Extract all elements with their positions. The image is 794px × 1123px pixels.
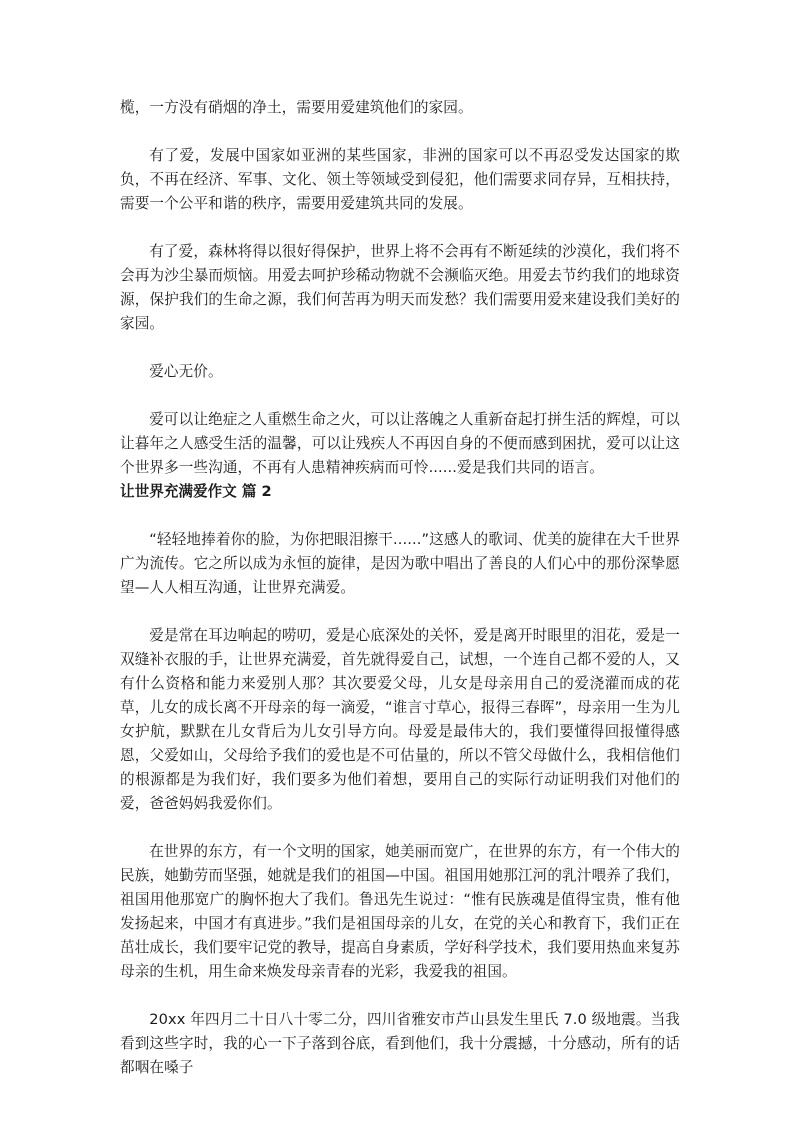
paragraph-love-priceless: 爱心无价。 — [149, 363, 223, 380]
paragraph-earthquake: 20xx 年四月二十日八十零二分，四川省雅安市芦山县发生里氏 7.0 级地震。当我看到这些字时，我的心一下子落到谷底，看到他们，我十分震撼，十分感动，所有的话都咽在嗓子 — [120, 1011, 680, 1076]
paragraph-forests: 有了爱，森林将得以很好得保护，世界上将不会再有不断延续的沙漠化，我们将不会再为沙尘暴而烦恼。用爱去呵护珍稀动物就不会濒临灭绝。用爱去节约我们的地球资源，保护我们的生命之源，我们何苦再为明天而发愁？我们需要用爱来建设我们美好的家园。 — [120, 243, 680, 332]
paragraph-love-can: 爱可以让绝症之人重燃生命之火，可以让落魄之人重新奋起打拼生活的辉煌，可以让暮年之人感受生活的温馨，可以让残疾人不再因自身的不便而感到困扰，爱可以让这个世界多一些沟通，不再有人患精神疾病而可怜......爱是我们共同的语言。 — [120, 411, 680, 476]
paragraph-developing-nations: 有了爱，发展中国家如亚洲的某些国家，非洲的国家可以不再忍受发达国家的欺负，不再在经济、军事、文化、领土等领域受到侵犯，他们需要求同存异，互相扶持，需要一个公平和谐的秩序，需要用爱建筑共同的发展。 — [120, 147, 680, 212]
section-heading: 让世界充满爱作文 篇 2 — [120, 483, 272, 500]
paragraph-motherland: 在世界的东方，有一个文明的国家，她美丽而宽广，在世界的东方，有一个伟大的民族，她勤劳而坚强，她就是我们的祖国—中国。祖国用她那江河的乳汁喂养了我们，祖国用他那宽广的胸怀抱大了我们。鲁迅先生说过：“惟有民族魂是值得宝贵，惟有他发扬起来，中国才有真进步。”我们是祖国母亲的儿女，在党的关心和教育下，我们正在茁壮成长，我们要牢记党的教导，提高自身素质，学好科学技术，我们要用热血来复苏母亲的生机，用生命来焕发母亲青春的光彩，我爱我的祖国。 — [120, 843, 680, 980]
paragraph-love-parents: 爱是常在耳边响起的唠叨，爱是心底深处的关怀，爱是离开时眼里的泪花，爱是一双缝补衣服的手，让世界充满爱，首先就得爱自己，试想，一个连自己都不爱的人，又有什么资格和能力来爱别人那？其次要爱父母，儿女是母亲用自己的爱浇灌而成的花草，儿女的成长离不开母亲的每一滴爱，“谁言寸草心，报得三春晖”，母亲用一生为儿女护航，默默在儿女背后为儿女引导方向。母爱是最伟大的，我们要懂得回报懂得感恩，父爱如山，父母给予我们的爱也是不可估量的，所以不管父母做什么，我相信他们的根源都是为我们好，我们要多为他们着想，要用自己的实际行动证明我们对他们的爱，爸爸妈妈我爱你们。 — [120, 627, 680, 812]
paragraph-continuation: 榄，一方没有硝烟的净土，需要用爱建筑他们的家园。 — [120, 99, 473, 116]
paragraph-song-lyrics: “轻轻地捧着你的脸，为你把眼泪擦干......”这感人的歌词、优美的旋律在大千世界广为流传。它之所以成为永恒的旋律，是因为歌中唱出了善良的人们心中的那份深挚愿望—人人相互沟通，让世界充满爱。 — [120, 531, 680, 596]
document-page — [120, 96, 680, 1080]
